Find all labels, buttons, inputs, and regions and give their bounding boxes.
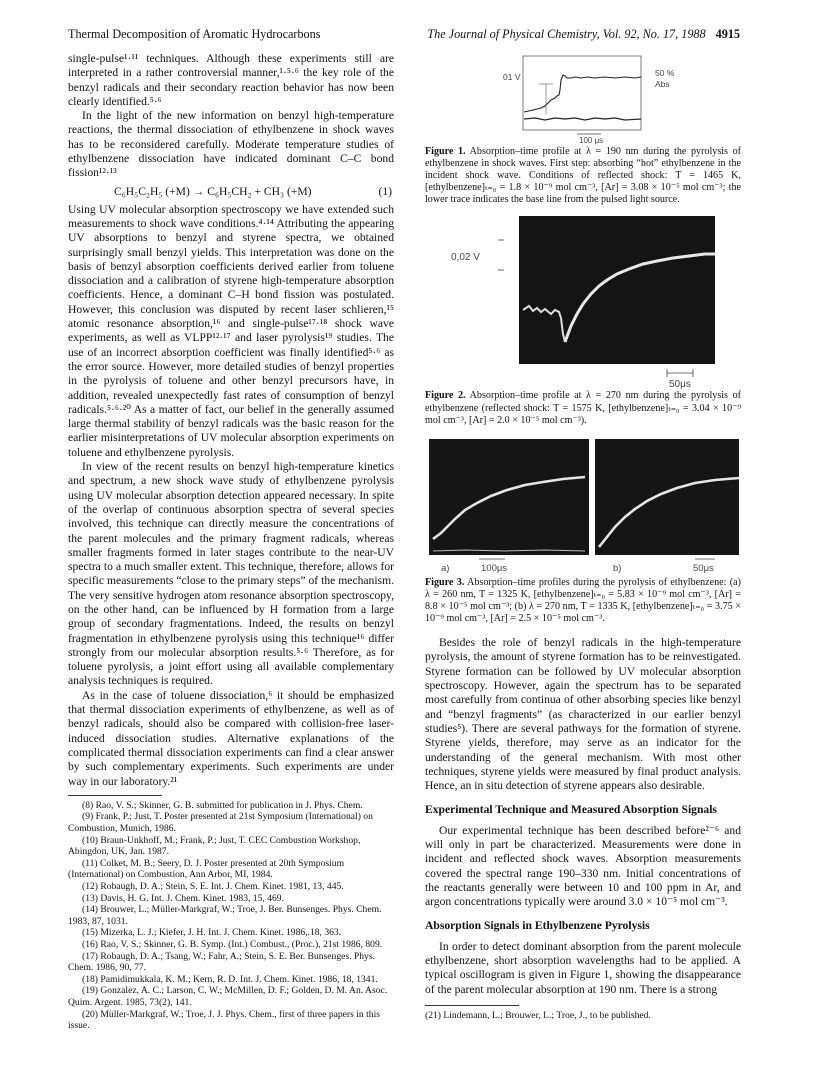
paragraph: Besides the role of benzyl radicals in the high-temperature pyrolysis, the amount of styrene formation has to be reinvestigated. Styrene formation can be followed by UV molecular absorption spectroscopy. However, again the spectrum has to be separated most carefully from continua of other absorbing species like benzyl and “benzyl fragments” (as characterized in our earlier benzyl studies⁵). There are several pathways for the formation of styrene. Styrene yields, therefore, may serve as an indicator for the understanding of the general mechanism. With most other techniques, styrene yields were measured by final product analysis. Hence, an in situ detection of styrene appears also desirable. xyxy=(425,636,741,793)
figure-2-caption xyxy=(425,390,741,426)
paragraph: In order to detect dominant absorption from the parent molecule ethylbenzene, short absorption wavelengths had to be applied. A typical oscillogram is given in Figure 1, showing the disappearance of the parent molecular absorption at 190 nm. There is a strong xyxy=(425,939,741,996)
fig1-percent-label: 50 % xyxy=(655,68,675,78)
reference: (16) Rao, V. S.; Skinner, G. B. Symp. (Int.) Combust., (Proc.), 21st 1986, 809. xyxy=(82,938,383,950)
header-title: Thermal Decomposition of Aromatic Hydrocarbons xyxy=(68,27,321,41)
reference: (21) Lindemann, L.; Brouwer, L.; Troe, J., to be published. xyxy=(425,1009,651,1021)
paragraph: As in the case of toluene dissociation,⁶ it should be emphasized that thermal dissociation experiments of ethylbenzene, as well as of benzyl radicals, should also be compared with collision-free laser-induced dissociation studies. Alternative explanations of the complicated thermal dissociation experiments can find a clear answer by such complementary experiments. Such experiments are under way in our laboratory.²¹ xyxy=(68,688,394,788)
fig3-panel-a-label: a) xyxy=(441,562,450,574)
figure-1-caption-text: Absorption–time profile at λ = 190 nm during the pyrolysis of ethylbenzene in shock waves. First step: absorbing “hot” ethylbenzene in the incident shock wave. Conditions of reflected shock: T = 1465 K, [ethylbenzene]ₜ₌₀ = 1.8 × 10⁻⁹ mol cm⁻³, [Ar] = 3.08 × 10⁻⁵ mol cm⁻³; the lower trace indicates the base line from the pulsed light source. xyxy=(425,146,741,206)
figure-3 xyxy=(425,437,741,577)
figure-1-caption xyxy=(425,146,741,206)
reference: (14) Brouwer, L.; Müller-Markgraf, W.; Troe, J. Ber. Bunsenges. Phys. Chem. 1983, 87, 1031. xyxy=(68,904,382,927)
equation-number: (1) xyxy=(378,184,392,198)
figure-3-oscillograms xyxy=(425,437,741,577)
reference: (8) Rao, V. S.; Skinner, G. B. submitted for publication in J. Phys. Chem. xyxy=(82,799,363,811)
reference-list xyxy=(68,800,394,1032)
paragraph: Using UV molecular absorption spectroscopy we have extended such measurements to shock wave conditions.⁴·¹⁴ Attributing the appearing UV absorptions to benzyl and styrene spectra, we obtained surprisingly small benzyl yields. This interpretation was done on the basis of benzyl absorption coefficients derived earlier from toluene dissociation and a calibration of styrene high-temperature absorption coefficients. Hence, a dominant C–H bond fission was postulated. However, this conclusion was disputed by recent laser schlieren,¹⁵ atomic resonance absorption,¹⁶ and single-pulse¹⁷·¹⁸ shock wave experiments, as well as VLPP¹²·¹⁷ and laser pyrolysis¹⁹ studies. The use of an incorrect absorption coefficient was finally identified⁵·⁶ as the error source. However, more detailed studies of benzyl properties in the pyrolysis of toluene and other benzyl precursors have, in addition, revealed unexpectedly fast rates of consumption of benzyl radicals.⁵·⁶·²⁰ As a matter of fact, our belief in the generally assumed large thermal stability of benzyl radicals was the basic reason for the earlier misinterpretations of UV molecular absorption experiments on toluene and ethylbenzene pyrolysis. xyxy=(68,202,394,459)
fig2-time-scale: 50μs xyxy=(669,379,691,391)
figure-2-oscillogram xyxy=(425,214,741,390)
fig3b-time-scale: 50μs xyxy=(693,562,714,574)
reference: (20) Müller-Markgraf, W.; Troe, J. J. Phys. Chem., first of three papers in this issue. xyxy=(68,1008,380,1032)
reference: (19) Gonzalez, A. C.; Larson, C. W.; McMillen, D. F.; Golden, D. M. An. Asoc. Quim. Argent. 1985, 73(2), 141. xyxy=(68,985,388,1008)
equation-formula: C₆H₅C₂H₅ (+M) → C₆H₅CH₂ + CH₃ (+M) xyxy=(114,184,312,198)
fig3-panel-b-label: b) xyxy=(613,562,622,574)
figure-3-caption-text: Absorption–time profiles during the pyrolysis of ethylbenzene: (a) λ = 260 nm, T = 1325 K, [ethylbenzene]ₜ₌₀ = 5.83 × 10⁻⁹ mol cm⁻³, [Ar] = 8.8 × 10⁻⁵ mol cm⁻³; (b) λ = 270 nm, T = 1335 K, [ethylbenzene]ₜ₌₀ = 3.75 × 10⁻⁹ mol cm⁻³, [Ar] = 2.5 × 10⁻⁵ mol cm⁻³. xyxy=(425,576,741,625)
left-column xyxy=(68,52,394,1032)
fig1-abs-label: Abs xyxy=(655,79,670,89)
section-heading: Absorption Signals in Ethylbenzene Pyrolysis xyxy=(425,919,650,933)
reference: (12) Robaugh, D. A.; Stein, S. E. Int. J. Chem. Kinet. 1981, 13, 445. xyxy=(82,881,344,892)
page-number: 4915 xyxy=(715,27,740,41)
reference: (13) Davis, H. G. Int. J. Chem. Kinet. 1983, 15, 469. xyxy=(82,892,284,904)
right-column xyxy=(425,50,741,1022)
paragraph: Our experimental technique has been described before²⁻⁶ and will only in part be characterized. Measurements were done in incident and reflected shock waves. Absorption measurements covered the spectral range 190–330 nm. Initial concentrations of the reactants generally were between 10 and 100 ppm in Ar, and argon concentrations typically were around 3.0 × 10⁻⁵ mol cm⁻³. xyxy=(425,823,741,909)
fig1-time-scale: 100 μs xyxy=(579,136,604,145)
reference: (9) Frank, P.; Just, T. Poster presented at 21st Symposium (International) on Combustion, Munich, 1986. xyxy=(68,811,373,835)
paragraph: In the light of the new information on benzyl high-temperature reactions, the thermal dissociation of ethylbenzene in shock waves has to be reconsidered carefully. Moderate temperature studies of ethylbenzene dissociation have indicated dominant C–C bond fission¹²·¹³ xyxy=(68,109,394,180)
figure-2-caption-text: Absorption–time profile at λ = 270 nm during the pyrolysis of ethylbenzene (reflected shock: T = 1575 K, [ethylbenzene]ₜ₌₀ = 3.04 × 10⁻⁹ mol cm⁻³, [Ar] = 2.0 × 10⁻⁵ mol cm⁻³). xyxy=(425,390,741,426)
reference: (17) Robaugh, D. A.; Tsang, W.; Fahr, A.; Stein, S. E. Ber. Bunsenges. Phys. Chem. 1986, 90, 77. xyxy=(68,950,375,974)
figure-3-number: Figure 3. xyxy=(425,576,465,588)
fig3a-time-scale: 100μs xyxy=(481,562,508,574)
figure-2 xyxy=(425,214,741,390)
section-heading: Experimental Technique and Measured Absorption Signals xyxy=(425,803,717,817)
paragraph: single-pulse¹·¹¹ techniques. Although these experiments still are interpreted in a rather controversial manner,¹·⁵·⁶ the key role of the benzyl radicals and their secondary reaction behavior has now been clearly identified.⁵·⁶ xyxy=(68,52,394,108)
equation xyxy=(68,184,394,201)
figure-1 xyxy=(425,50,741,146)
running-header xyxy=(68,27,740,45)
fig1-voltage-label: 01 V xyxy=(503,72,521,82)
figure-2-number: Figure 2. xyxy=(425,390,466,402)
figure-1-oscillogram xyxy=(425,50,741,146)
reference: (18) Pamidimukkala, K. M.; Kern, R. D. Int. J. Chem. Kinet. 1986, 18, 1341. xyxy=(82,973,378,985)
figure-3-caption xyxy=(425,577,741,625)
footnote-rule xyxy=(68,795,162,796)
fig3a-trace-panel xyxy=(429,439,589,555)
header-journal xyxy=(427,27,740,42)
reference: (15) Mizerka, L. J.; Kiefer, J. H. Int. J. Chem. Kinet. 1986,.18, 363. xyxy=(82,927,342,939)
figure-1-number: Figure 1. xyxy=(425,146,466,157)
footnote-rule xyxy=(425,1005,519,1006)
fig3b-trace-panel xyxy=(595,439,739,555)
reference: (10) Braun-Unkhoff, M.; Frank, P.; Just, T. CEC Combustion Workshop, Abingdon, UK, Jan. 1987. xyxy=(68,834,361,858)
fig2-voltage-label: 0,02 V xyxy=(451,252,480,264)
reference: (11) Colket, M. B.; Seery, D. J. Poster presented at 20th Symposium (International) on Combustion, Ann Arbor, MI, 1984. xyxy=(68,857,345,881)
paragraph: In view of the recent results on benzyl high-temperature kinetics and spectrum, a new shock wave study of ethylbenzene pyrolysis using UV molecular absorption detection appeared necessary. In spite of the overlap of continuous absorption spectra of several species involved, this technique can directly measure the concentrations of the parent molecules and the primary fragment radicals, whereas smaller fragments formed in later stages contribute to the near-UV spectra to a much smaller extent. This technique, therefore, allows for specific measurements “close to the primary steps” of the mechanism. The very sensitive hydrogen atom resonance absorption spectroscopy, on the other hand, can be influenced by H formation from a large group of secondary fragmentations. Indeed, the results on benzyl fragmentation in ethylbenzene pyrolysis using this technique¹⁶ differ strongly from our molecular absorption results.⁵·⁶ Therefore, as for toluene pyrolysis, a joint effort using all available complementary analysis techniques is required. xyxy=(68,460,394,688)
journal-citation: The Journal of Physical Chemistry, Vol. 92, No. 17, 1988 xyxy=(427,27,706,41)
